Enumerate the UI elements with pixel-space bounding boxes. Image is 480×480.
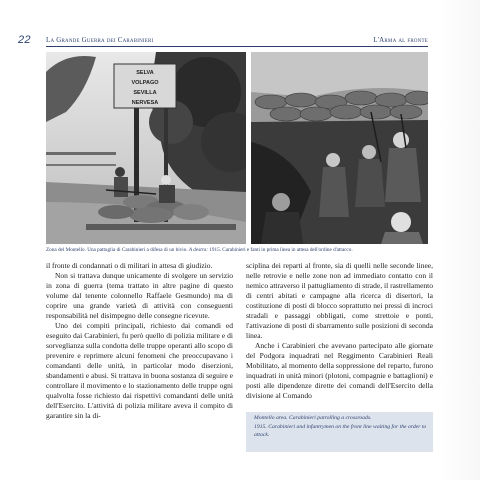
header-rule xyxy=(46,46,428,47)
caption-right-label: A destra: xyxy=(188,247,208,253)
photo-front-line-trench xyxy=(251,52,428,244)
caption-right: 1915. Carabinieri e fanti in prima linea in attesa dell'ordine d'attacco. xyxy=(208,247,353,253)
signpost-text xyxy=(116,68,174,108)
caption-left: Zona del Montello. Una pattuglia di Carabinieri a difesa di un bivio. xyxy=(46,247,188,253)
paragraph: il fronte di condannati o di militari in attesa di giudizio. xyxy=(46,261,213,270)
sign-line: VOLPAGO xyxy=(131,80,159,86)
english-caption: Montello area. Carabinieri patrolling a crossroads. xyxy=(254,415,372,421)
sign-line: SEVILLA xyxy=(133,90,157,96)
running-head-left: La Grande Guerra dei Carabinieri xyxy=(46,36,154,44)
english-caption-box xyxy=(246,412,433,452)
page-number: 22 xyxy=(18,34,31,46)
body-column-right xyxy=(246,261,433,401)
running-head-right: L'Arma al fronte xyxy=(373,36,428,44)
photo-crossroads-patrol xyxy=(46,52,246,244)
sign-line: SELVA xyxy=(136,70,154,76)
english-caption: 1915. Carabinieri and infantrymen on the front line waiting for the order to attack. xyxy=(254,424,427,438)
sign-line: NERVESA xyxy=(131,100,159,106)
page-edge-shadow xyxy=(440,0,480,480)
paragraph: sciplina dei reparti al fronte, sia di quelli nelle seconde linee, nelle retrovie e nelle zone non ad immediato contatto con il nemico attraverso il pattugliamento di strade, il rastrellamento di centri abitati e campagne alla ricerca di disertori, la costituzione di posti di blocco soprattutto nei pressi di incroci stradali e passaggi obbligati, come strettoie e ponti, l'attivazione di posti di sbarramento sulle posizioni di seconda linea. xyxy=(246,261,433,340)
photo-caption xyxy=(46,247,430,253)
paragraph: Anche i Carabinieri che avevano partecipato alle giornate del Podgora inquadrati nel Reggimento Carabinieri Reali Mobilitato, al momento della soppressione del reparto, furono inquadrati in unità minori (plotoni, compagnie e battaglioni) e posti alle dipendenze dirette dei comandi dell'Esercito della divisione al Comando xyxy=(246,340,433,400)
body-column-left xyxy=(46,261,233,421)
paragraph: Non si trattava dunque unicamente di svolgere un servizio in zona di guerra (tema trattato in altre pagine di questo volume dal tenente colonnello Raffaele Gesmundo) ma di coprire una grande varietà di attività con conseguenti responsabilità nel disimpegno delle consegne ricevute. xyxy=(46,270,233,320)
paragraph: Uno dei compiti principali, richiesto dai comandi ed eseguito dai Carabinieri, fu però quello di polizia militare e di sorveglianza sulla condotta delle truppe operanti allo scopo di prevenire e reprimere alcuni fenomeni che preoccupavano i comandanti delle unità, in particolar modo diserzioni, sbandamenti e abusi. Si trattava in buona sostanza di seguire e controllare il movimento e lo stazionamento delle truppe ogni qualvolta fosse richiesto dai rispettivi comandanti delle unità dell'Esercito. L'attività di polizia militare aveva il compito di garantire sin la di- xyxy=(46,320,233,420)
